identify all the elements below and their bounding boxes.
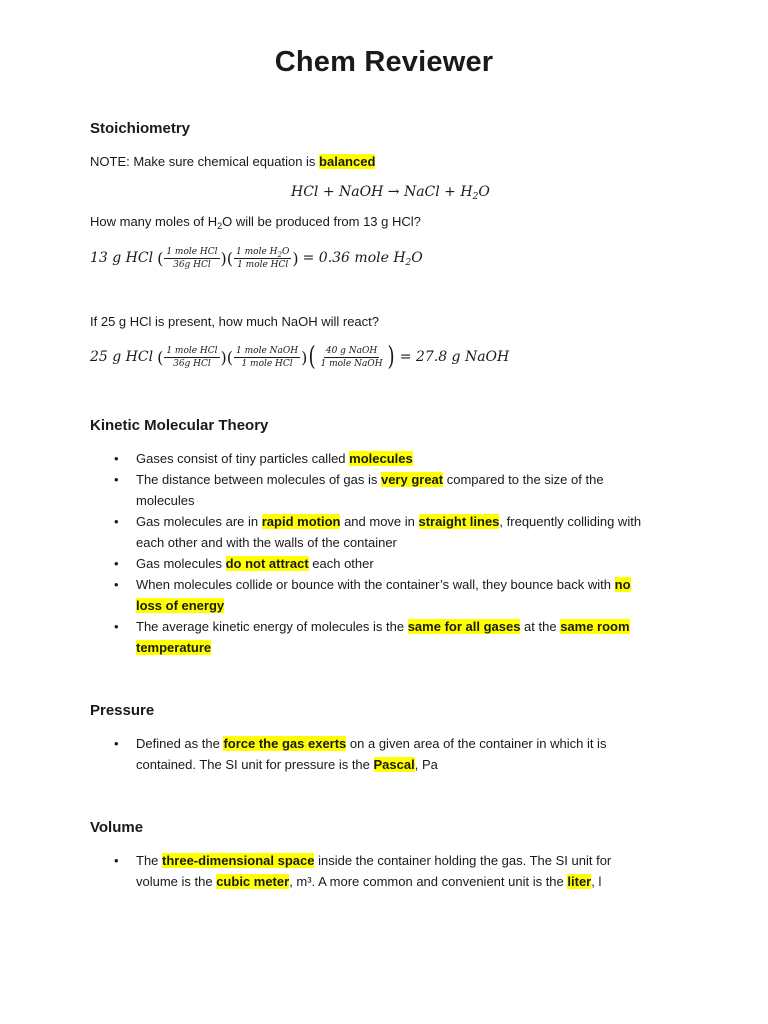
equation-1	[90, 238, 423, 278]
highlight: cubic meter	[216, 874, 290, 889]
volume-text: , m³. A more common and convenient unit is the	[289, 874, 568, 889]
highlight: very great	[380, 472, 444, 487]
volume-list	[114, 850, 674, 892]
highlight: no	[614, 577, 631, 592]
kmt-item-text: The distance between molecules of gas is	[136, 472, 381, 487]
highlight: rapid motion	[261, 514, 341, 529]
highlight: three-dimensional space	[162, 853, 315, 868]
eq1-fraction-1	[164, 246, 219, 271]
eq1-f2-num-b: O	[281, 246, 290, 257]
kmt-item-text: Gas molecules	[136, 556, 226, 571]
eq1-paren: )(	[220, 248, 234, 268]
bullet-icon: •	[114, 556, 119, 571]
stoichiometry-heading: Stoichiometry	[90, 120, 191, 137]
kmt-item-text: each other	[308, 556, 374, 571]
note-prefix: NOTE: Make sure chemical equation is	[90, 154, 320, 169]
eq1-f2-num-sub: 2	[277, 250, 282, 259]
kmt-item-text: When molecules collide or bounce with the container’s wall, they bounce back with	[136, 577, 615, 592]
eq2-f1-num: 1 mole HCl	[166, 345, 218, 356]
list-item	[114, 733, 674, 775]
bullet-icon: •	[114, 619, 119, 634]
eq1-f2-num	[234, 246, 291, 259]
volume-text: inside the container holding the gas. The SI unit for	[314, 853, 612, 868]
bullet-icon: •	[114, 451, 119, 466]
bullet-icon: •	[114, 514, 119, 529]
eq2-f3-num: 40 g NaOH	[325, 345, 378, 356]
volume-text: The	[136, 853, 163, 868]
list-item	[114, 469, 674, 511]
pressure-heading: Pressure	[90, 702, 155, 719]
eq1-fraction-2	[234, 246, 291, 271]
q1-prefix: How many moles of H	[90, 214, 218, 229]
volume-heading: Volume	[90, 819, 144, 836]
highlight: Pascal	[373, 757, 415, 772]
eq1-f2-den: 1 mole HCl	[237, 259, 289, 270]
kmt-item-text: compared to the size of the	[443, 472, 604, 487]
bullet-icon: •	[114, 853, 119, 868]
pressure-text: Defined as the	[136, 736, 224, 751]
volume-text: volume is the	[136, 874, 217, 889]
eq1-paren: )	[292, 248, 299, 268]
eq2-f3-den: 1 mole NaOH	[320, 358, 383, 369]
equation-2	[90, 337, 509, 377]
eq2-f2-num: 1 mole NaOH	[236, 345, 299, 356]
list-item	[114, 616, 674, 658]
eq2-fraction-1	[164, 345, 219, 370]
bullet-icon: •	[114, 736, 119, 751]
bullet-icon: •	[114, 577, 119, 592]
eq1-f2-num-a: 1 mole H	[236, 246, 278, 257]
kmt-item-text: molecules	[136, 493, 195, 508]
question-1	[90, 212, 421, 232]
kmt-item-text: Gases consist of tiny particles called	[136, 451, 350, 466]
eq2-f2-den: 1 mole HCl	[241, 358, 293, 369]
kmt-heading: Kinetic Molecular Theory	[90, 417, 269, 434]
eq2-result: = 27.8 g NaOH	[399, 349, 510, 365]
highlight-balanced: balanced	[319, 154, 376, 169]
q1-suffix: O will be produced from 13 g HCl?	[222, 214, 421, 229]
equation-tail: O	[478, 184, 490, 200]
eq1-paren: (	[157, 248, 164, 268]
question-2: If 25 g HCl is present, how much NaOH will react?	[90, 314, 379, 329]
pressure-text: on a given area of the container in which it is	[346, 736, 607, 751]
highlight: temperature	[136, 640, 212, 655]
highlight: force the gas exerts	[223, 736, 347, 751]
kmt-item-text: , frequently colliding with	[499, 514, 642, 529]
volume-text: , l	[591, 874, 602, 889]
highlight: straight lines	[418, 514, 500, 529]
list-item	[114, 574, 674, 616]
page-title: Chem Reviewer	[274, 46, 494, 78]
eq1-result-b: O	[411, 250, 423, 266]
eq2-f1-den: 36g HCl	[173, 358, 211, 369]
list-item	[114, 511, 674, 553]
eq2-start: 25 g HCl	[90, 349, 154, 365]
eq2-fraction-3	[319, 345, 385, 370]
pressure-list	[114, 733, 674, 775]
eq1-f1-den: 36g HCl	[173, 259, 211, 270]
eq1-result-a: = 0.36 mole H	[302, 250, 406, 266]
highlight: liter	[567, 874, 592, 889]
kmt-item-text: The average kinetic energy of molecules is the	[136, 619, 408, 634]
pressure-text: contained. The SI unit for pressure is the	[136, 757, 374, 772]
list-item	[114, 850, 674, 892]
kmt-list	[114, 448, 674, 658]
eq2-paren: (	[157, 347, 164, 367]
eq1-start: 13 g HCl	[90, 250, 154, 266]
list-item	[114, 448, 674, 469]
eq2-bigparen-close: )	[387, 342, 395, 372]
eq2-paren: )	[301, 347, 308, 367]
kmt-item-text: each other and with the walls of the container	[136, 535, 397, 550]
highlight: same room	[560, 619, 630, 634]
eq2-bigparen-open: (	[308, 342, 316, 372]
eq2-fraction-2	[234, 345, 300, 370]
eq1-result	[303, 250, 423, 266]
equation-sub: 2	[472, 192, 479, 202]
eq1-result-sub: 2	[405, 258, 412, 268]
highlight: do not attract	[225, 556, 309, 571]
kmt-item-text: Gas molecules are in	[136, 514, 262, 529]
kmt-item-text: at the	[520, 619, 561, 634]
note-text	[90, 152, 375, 172]
equation-main: HCl + NaOH → NaCl + H	[291, 184, 473, 200]
bullet-icon: •	[114, 472, 119, 487]
q1-sub: 2	[217, 221, 223, 231]
list-item	[114, 553, 674, 574]
highlight: molecules	[349, 451, 413, 466]
eq1-f1-num: 1 mole HCl	[166, 246, 218, 257]
pressure-text: , Pa	[414, 757, 438, 772]
chemical-equation	[291, 184, 490, 200]
kmt-item-text: and move in	[340, 514, 419, 529]
highlight: loss of energy	[136, 598, 225, 613]
eq2-paren: )(	[220, 347, 234, 367]
highlight: same for all gases	[407, 619, 521, 634]
